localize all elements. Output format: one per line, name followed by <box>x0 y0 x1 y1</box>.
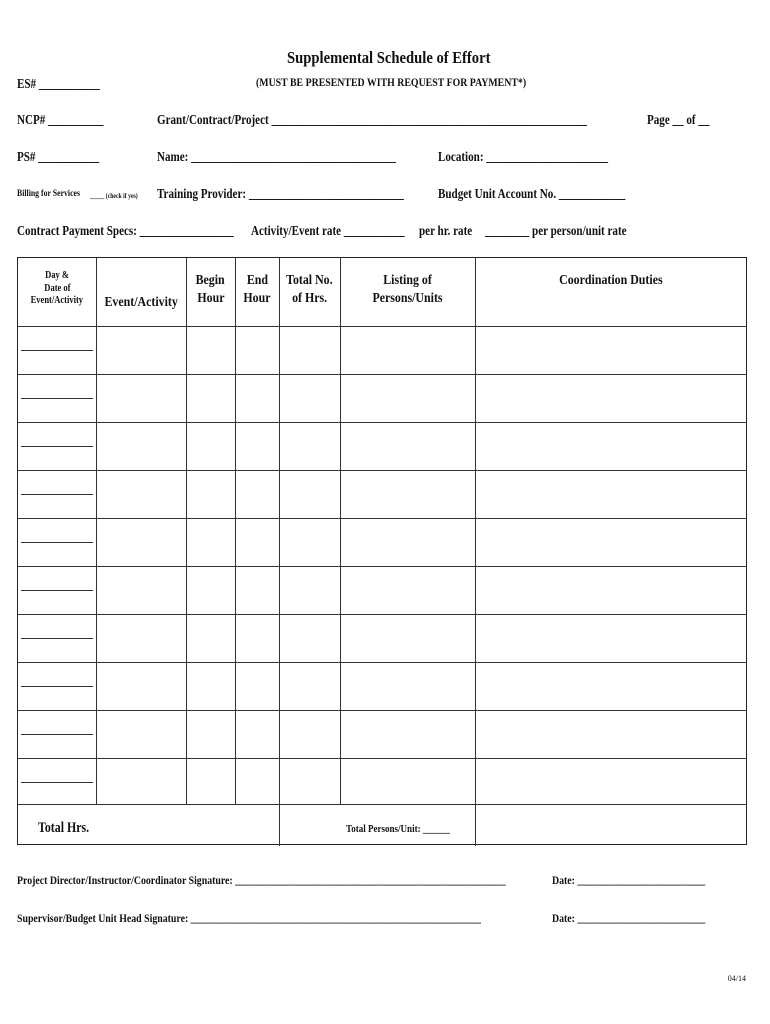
header-coordination-duties: Coordination Duties <box>558 273 663 288</box>
header-day-date: Day & Date of Event/Activity <box>30 270 84 306</box>
director-date-field[interactable]: Date: __________________________ <box>552 873 706 887</box>
activity-event-rate-field[interactable]: Activity/Event rate ___________ <box>251 223 405 238</box>
ncp-number-field[interactable]: NCP# __________ <box>17 112 104 127</box>
schedule-table <box>17 257 747 845</box>
date-entry-line[interactable] <box>21 590 93 591</box>
date-entry-line[interactable] <box>21 398 93 399</box>
header-divider <box>18 326 746 327</box>
row-divider <box>18 710 746 711</box>
date-entry-line[interactable] <box>21 782 93 783</box>
supervisor-signature-field[interactable]: Supervisor/Budget Unit Head Signature: ___________________________________________________________ <box>17 911 481 925</box>
header-listing-persons: Listing of Persons/Units <box>372 273 443 306</box>
es-number-field[interactable]: ES# ___________ <box>17 76 100 91</box>
location-field[interactable]: Location: ______________________ <box>438 149 609 164</box>
name-field[interactable]: Name: _____________________________________ <box>157 149 396 164</box>
row-divider <box>18 662 746 663</box>
training-provider-field[interactable]: Training Provider: ____________________________ <box>157 186 404 201</box>
total-persons-field[interactable]: Total Persons/Unit: ______ <box>346 823 450 835</box>
ps-number-field[interactable]: PS# ___________ <box>17 149 100 164</box>
form-title: Supplemental Schedule of Effort <box>287 48 491 67</box>
per-hour-rate-label: per hr. rate <box>419 223 473 238</box>
date-entry-line[interactable] <box>21 446 93 447</box>
director-signature-field[interactable]: Project Director/Instructor/Coordinator Signature: _______________________________________________________ <box>17 873 506 887</box>
page-number-field[interactable]: Page __ of __ <box>647 112 710 127</box>
header-begin-hour: Begin Hour <box>195 273 226 306</box>
row-divider <box>18 422 746 423</box>
total-row-divider <box>18 804 746 805</box>
per-person-rate-field[interactable]: ________ per person/unit rate <box>485 223 627 238</box>
total-hours-label: Total Hrs. <box>38 820 90 836</box>
header-end-hour: End Hour <box>243 273 271 306</box>
row-divider <box>18 614 746 615</box>
row-divider <box>18 758 746 759</box>
budget-unit-account-field[interactable]: Budget Unit Account No. ____________ <box>438 186 626 201</box>
billing-label: Billing for Services <box>17 189 81 199</box>
row-divider <box>18 566 746 567</box>
contract-payment-specs-field[interactable]: Contract Payment Specs: _________________ <box>17 223 234 238</box>
date-entry-line[interactable] <box>21 542 93 543</box>
form-subtitle: (MUST BE PRESENTED WITH REQUEST FOR PAYMENT*) <box>256 75 527 89</box>
date-entry-line[interactable] <box>21 350 93 351</box>
grant-contract-project-field[interactable]: Grant/Contract/Project _________________________________________________________ <box>157 112 587 127</box>
row-divider <box>18 470 746 471</box>
billing-check-field[interactable]: _____ (check if yes) <box>90 192 138 200</box>
form-revision-code: 04/14 <box>727 974 746 983</box>
row-divider <box>18 374 746 375</box>
supervisor-date-field[interactable]: Date: __________________________ <box>552 911 706 925</box>
header-event-activity: Event/Activity <box>104 295 178 310</box>
date-entry-line[interactable] <box>21 494 93 495</box>
column-divider <box>96 258 97 804</box>
column-divider <box>186 258 187 804</box>
header-total-hours: Total No. of Hrs. <box>286 273 333 306</box>
date-entry-line[interactable] <box>21 734 93 735</box>
row-divider <box>18 518 746 519</box>
column-divider <box>340 258 341 804</box>
date-entry-line[interactable] <box>21 686 93 687</box>
column-divider <box>235 258 236 804</box>
date-entry-line[interactable] <box>21 638 93 639</box>
